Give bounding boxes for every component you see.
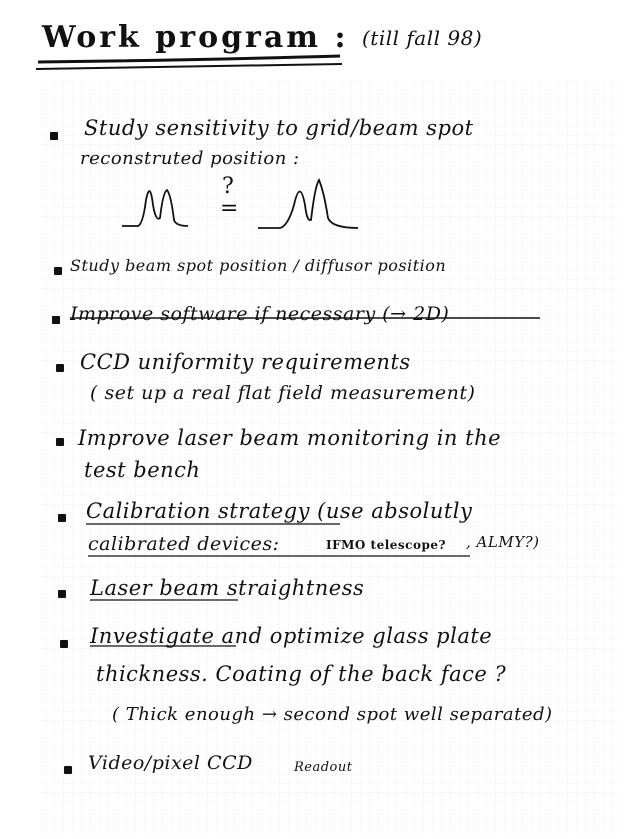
item-calibration-line1: Calibration strategy (use absolutly xyxy=(86,499,473,523)
item-laser-monitoring-line2: test bench xyxy=(84,458,201,482)
item-video-readout: Readout xyxy=(294,760,353,775)
item-calibration-almy: , ALMY?) xyxy=(466,533,540,551)
sketch-question-mark: ? xyxy=(222,174,235,199)
item-calibration-line2: calibrated devices: xyxy=(88,533,280,555)
item-laser-straightness: Laser beam straightness xyxy=(90,576,365,600)
item-ccd-uniformity-line2: ( set up a real flat field measurement) xyxy=(90,382,476,404)
item-calibration-ifmo: IFMO telescope? xyxy=(326,538,447,552)
page-subtitle: (till fall 98) xyxy=(362,26,483,50)
item-glass-plate-line1: Investigate and optimize glass plate xyxy=(90,624,493,648)
item-ccd-uniformity-line1: CCD uniformity requirements xyxy=(80,350,411,374)
item-laser-monitoring-line1: Improve laser beam monitoring in the xyxy=(78,426,502,450)
item-video-ccd: Video/pixel CCD xyxy=(88,752,253,774)
sketch-equals-sign: = xyxy=(220,196,239,221)
item-study-sensitivity-line2: reconstruted position : xyxy=(80,148,300,169)
bullet-marker xyxy=(64,766,72,774)
item-glass-plate-line2: thickness. Coating of the back face ? xyxy=(96,662,507,686)
item-glass-plate-line3: ( Thick enough → second spot well separated) xyxy=(112,704,553,725)
item-beam-spot-position: Study beam spot position / diffusor position xyxy=(70,256,447,275)
item-improve-software: Improve software if necessary (→ 2D) xyxy=(70,303,450,325)
item-study-sensitivity-line1: Study sensitivity to grid/beam spot xyxy=(84,116,474,140)
page-title: Work program : xyxy=(42,20,349,55)
